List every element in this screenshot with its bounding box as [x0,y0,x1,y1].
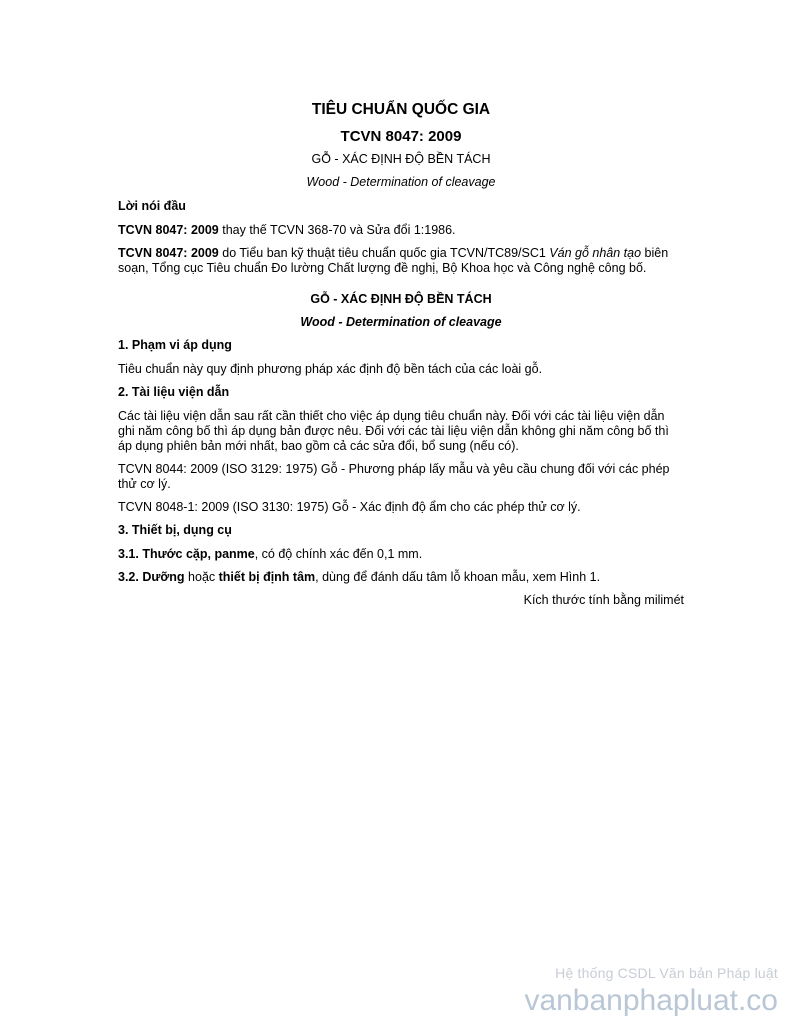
section-3-1-text: , có độ chính xác đến 0,1 mm. [254,547,423,561]
section-3-2-text-1: hoặc [184,570,219,584]
standard-code: TCVN 8047: 2009 [340,128,462,145]
foreword-p1-text: thay thế TCVN 368-70 và Sửa đổi 1:1986. [218,223,456,237]
section-3-1-bold: 3.1. Thước cặp, panme [118,547,255,561]
section-1-heading: 1. Phạm vi áp dụng [118,338,232,352]
document-page [118,100,684,608]
national-standard-title: TIÊU CHUẨN QUỐC GIA [311,101,491,118]
foreword-paragraph-1 [118,223,684,238]
foreword-p2-italic: Ván gỗ nhân tạo [549,246,642,260]
foreword-p2-text: do Tiểu ban kỹ thuật tiêu chuẩn quốc gia TCVN/TC89/SC1 [218,246,550,260]
standard-title-vietnamese: GỖ - XÁC ĐỊNH ĐỘ BỀN TÁCH [310,292,492,306]
site-watermark [524,964,778,1018]
title-vietnamese: GỖ - XÁC ĐỊNH ĐỘ BỀN TÁCH [311,152,491,166]
foreword-p2-code: TCVN 8047: 2009 [118,246,219,260]
section-3-1 [118,547,684,562]
standard-title-english: Wood - Determination of cleavage [300,315,502,329]
section-3-2-bold-2: thiết bị định tâm [218,570,316,584]
foreword-paragraph-2 [118,246,684,276]
section-1-text: Tiêu chuẩn này quy định phương pháp xác định độ bền tách của các loài gỗ. [118,362,543,376]
dimension-note: Kích thước tính bằng milimét [523,593,684,607]
section-3-2 [118,570,684,585]
foreword-p2-text2: biên soạn, Tổng cục Tiêu chuẩn Đo lường Chất lượng đề nghị, Bộ Khoa học và Công nghệ công bố. [118,246,669,275]
section-2-text: Các tài liệu viện dẫn sau rất cần thiết cho việc áp dụng tiêu chuẩn này. Đối với các tài liệu viện dẫn ghi năm công bố thì áp dụng bản được nêu. Đối với các tài liệu viện dẫn không ghi năm công bố thì áp dụng phiên bản mới nhất, bao gồm cả các sửa đổi, bổ sung (nếu có). [118,409,669,453]
section-3-2-text-2: , dùng để đánh dấu tâm lỗ khoan mẫu, xem Hình 1. [315,570,601,584]
foreword-p1-code: TCVN 8047: 2009 [118,223,219,237]
watermark-line-1: Hệ thống CSDL Văn bản Pháp luật [555,965,778,981]
section-3-heading: 3. Thiết bị, dụng cụ [118,523,232,537]
section-3-2-bold-1: 3.2. Dưỡng [118,570,185,584]
title-english: Wood - Determination of cleavage [306,175,496,189]
section-2-reference-2: TCVN 8048-1: 2009 (ISO 3130: 1975) Gỗ - Xác định độ ẩm cho các phép thử cơ lý. [118,500,581,514]
watermark-line-2: vanbanphapluat.co [524,984,778,1017]
foreword-heading: Lời nói đầu [118,199,186,213]
section-2-heading: 2. Tài liệu viện dẫn [118,385,230,399]
section-2-reference-1: TCVN 8044: 2009 (ISO 3129: 1975) Gỗ - Phương pháp lấy mẫu và yêu cầu chung đối với các phép thử cơ lý. [118,462,670,491]
